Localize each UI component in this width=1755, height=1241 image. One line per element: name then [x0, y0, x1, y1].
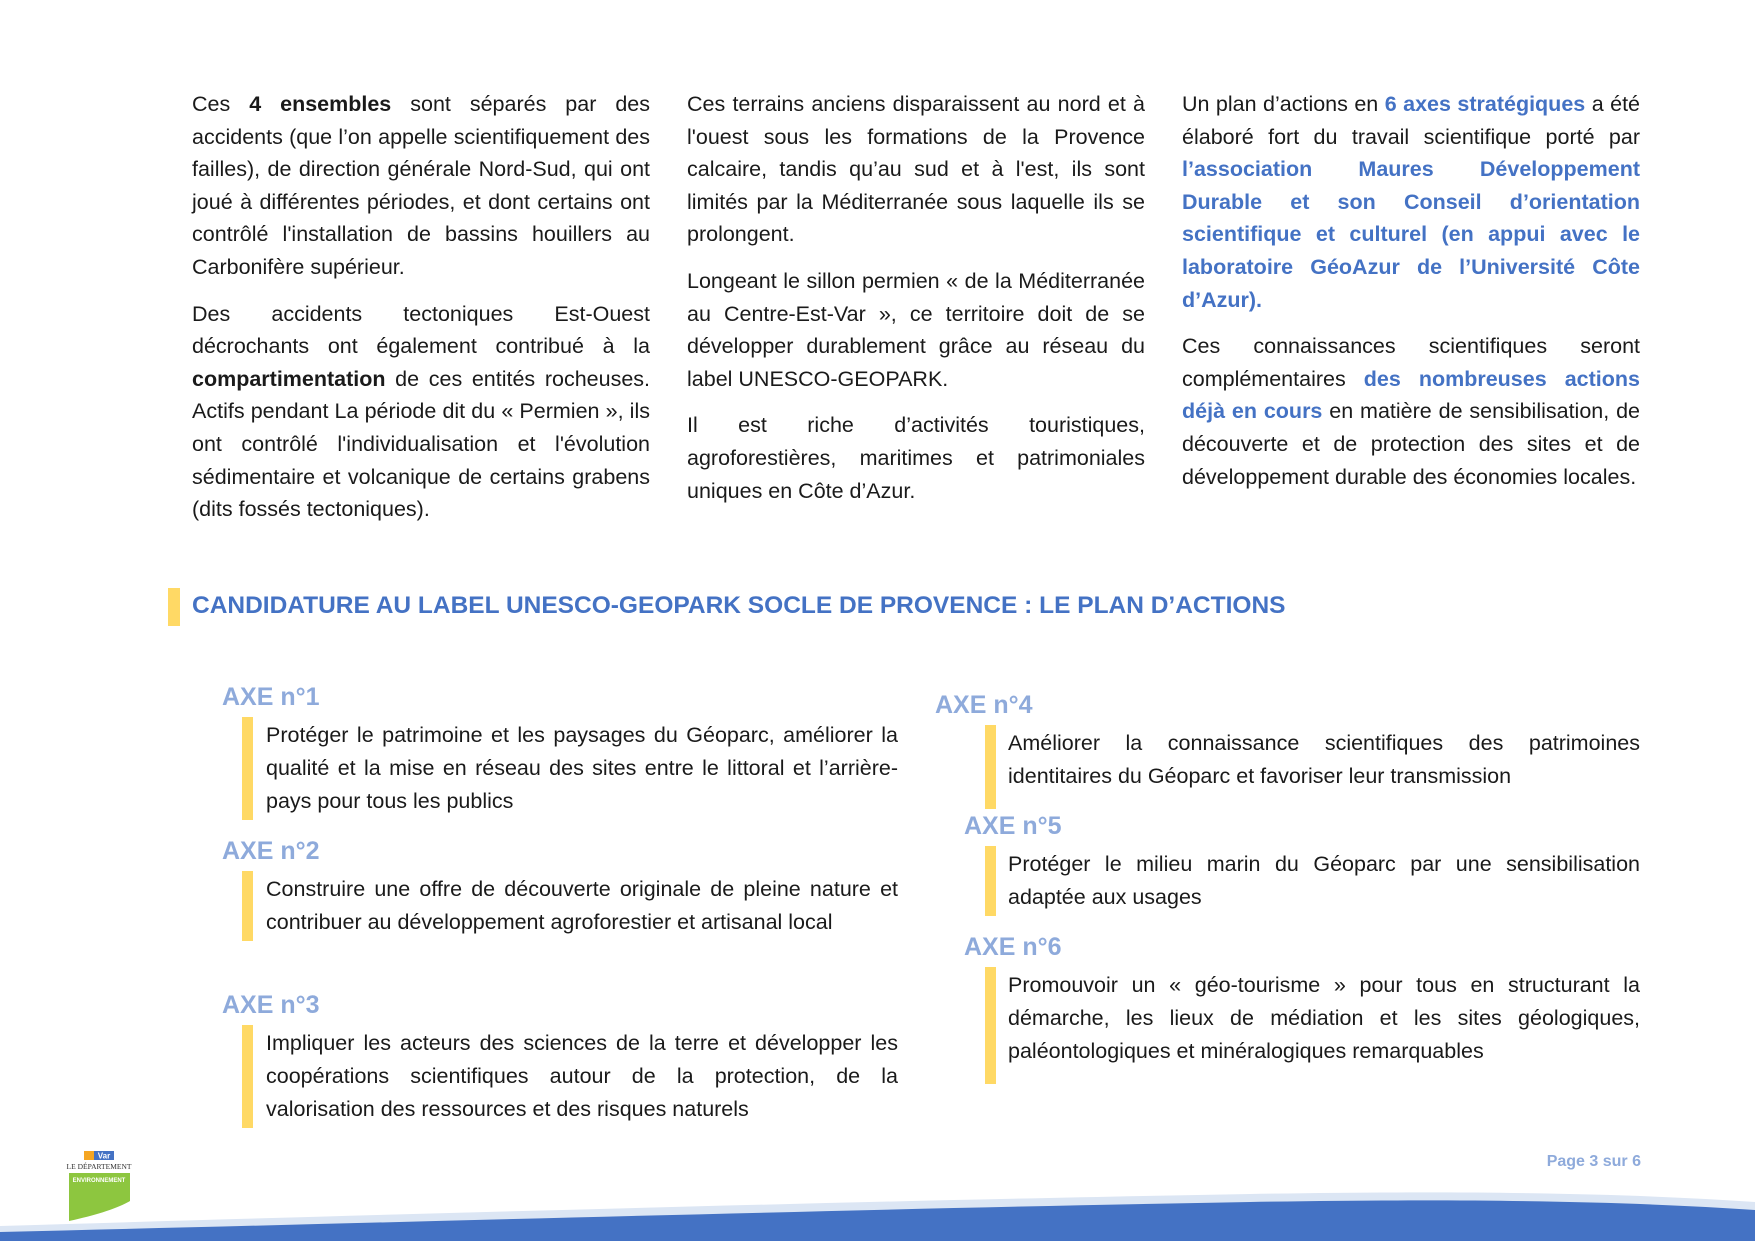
axe-6 — [964, 932, 1640, 1084]
axe-accent-bar — [242, 871, 253, 941]
axe-label: AXE n°5 — [964, 812, 1062, 840]
axe-2 — [222, 836, 898, 941]
axe-text: Promouvoir un « géo-tourisme » pour tous en structurant la démarche, les lieux de médiation et les sites géologiques, paléontologiques et minéralogiques remarquables — [1008, 973, 1640, 1063]
paragraph: Un plan d’actions en 6 axes stratégiques a été élaboré fort du travail scientifique porté par l’association Maures Développement Durable et son Conseil d’orientation scientifique et culturel (en appui avec le laboratoire GéoAzur de l’Université Côte d’Azur). — [1182, 92, 1640, 312]
axe-5 — [964, 811, 1640, 916]
axe-label: AXE n°4 — [935, 691, 1033, 719]
axe-text: Améliorer la connaissance scientifiques des patrimoines identitaires du Géoparc et favoriser leur transmission — [1008, 731, 1640, 788]
axe-label: AXE n°3 — [222, 991, 320, 1019]
heading-accent-bar — [168, 588, 180, 626]
axe-3 — [222, 990, 898, 1128]
paragraph: Ces terrains anciens disparaissent au nord et à l'ouest sous les formations de la Provence calcaire, tandis qu’au sud et à l'est, ils sont limités par la Méditerranée sous laquelle ils se prolongent. — [687, 92, 1145, 247]
text-column-3 — [1182, 88, 1640, 507]
paragraph: Ces connaissances scientifiques seront complémentaires des nombreuses actions déjà en cours en matière de sensibilisation, de découverte et de protection des sites et de développement durable des économies locales. — [1182, 334, 1640, 489]
axe-accent-bar — [985, 846, 996, 916]
axe-accent-bar — [242, 1025, 253, 1128]
axe-label: AXE n°1 — [222, 683, 320, 711]
axe-text: Protéger le patrimoine et les paysages du Géoparc, améliorer la qualité et la mise en réseau des sites entre le littoral et l’arrière-pays pour tous les publics — [266, 723, 898, 813]
axe-accent-bar — [985, 967, 996, 1084]
logo-bottom-text: ENVIRONNEMENT — [72, 1178, 126, 1184]
axe-1 — [222, 682, 898, 820]
axe-label: AXE n°2 — [222, 837, 320, 865]
footer-wave — [0, 1180, 1755, 1241]
axe-accent-bar — [985, 725, 996, 809]
logo-top-text: Var — [97, 1151, 111, 1161]
paragraph: Des accidents tectoniques Est-Ouest décrochants ont également contribué à la compartimentation de ces entités rocheuses. Actifs pendant La période dit du « Permien », ils ont contrôlé l'individualisation et l'évolution sédimentaire et volcanique de certains grabens (dits fossés tectoniques). — [192, 301, 650, 522]
axe-label: AXE n°6 — [964, 933, 1062, 961]
section-title: CANDIDATURE AU LABEL UNESCO-GEOPARK SOCLE DE PROVENCE : LE PLAN D’ACTIONS — [192, 592, 1286, 619]
axe-text: Protéger le milieu marin du Géoparc par une sensibilisation adaptée aux usages — [1008, 852, 1640, 909]
departement-var-logo — [66, 1151, 133, 1221]
text-column-1 — [192, 88, 650, 540]
paragraph: Longeant le sillon permien « de la Méditerranée au Centre-Est-Var », ce territoire doit de se développer durablement grâce au réseau du label UNESCO-GEOPARK. — [687, 268, 1145, 391]
logo-mid-text: LE DÉPARTEMENT — [66, 1162, 132, 1171]
page-number: Page 3 sur 6 — [1546, 1153, 1641, 1170]
axe-text: Construire une offre de découverte originale de pleine nature et contribuer au développement agroforestier et artisanal local — [266, 877, 898, 934]
section-heading — [168, 588, 1568, 626]
paragraph: Ces 4 ensembles sont séparés par des accidents (que l’on appelle scientifiquement des failles), de direction générale Nord-Sud, qui ont joué à différentes périodes, et dont certains ont contrôlé l'installation de bassins houillers au Carbonifère supérieur. — [192, 92, 650, 279]
axe-accent-bar — [242, 717, 253, 820]
text-column-2 — [687, 88, 1145, 521]
paragraph: Il est riche d’activités touristiques, agroforestières, maritimes et patrimoniales uniques en Côte d’Azur. — [687, 413, 1145, 503]
axe-text: Impliquer les acteurs des sciences de la terre et développer les coopérations scientifiques autour de la protection, de la valorisation des ressources et des risques naturels — [266, 1031, 898, 1121]
axe-4 — [935, 690, 1640, 809]
